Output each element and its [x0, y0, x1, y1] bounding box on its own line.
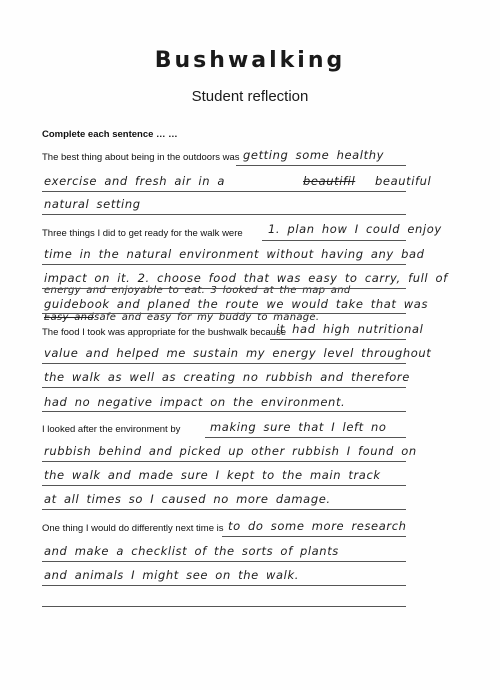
q2-answer-line-6: safe and easy for my buddy to manage. [94, 312, 320, 323]
q5-answer-rule-3 [42, 585, 406, 586]
q2-answer-line-4: energy and enjoyable to eat. 3 looked at the map and [44, 285, 351, 296]
q1-answer-line-2b: beautiful [375, 174, 432, 188]
q3-answer-line-1: it had high nutritional [276, 322, 424, 336]
q3-answer-rule-1 [270, 339, 406, 340]
q2-answer-line-2: time in the natural environment without having any bad [44, 247, 425, 261]
q4-answer-rule-2 [42, 461, 406, 462]
q3-answer-line-3: the walk as well as creating no rubbish and therefore [44, 370, 410, 384]
q5-answer-rule-2 [42, 561, 406, 562]
q3-answer-rule-3 [42, 387, 406, 388]
q2-answer-rule-3 [42, 288, 406, 289]
worksheet-subtitle: Student reflection [191, 88, 309, 105]
q3-answer-rule-4 [42, 411, 406, 412]
worksheet-title: Bushwalking [154, 48, 346, 73]
q2-answer-rule-2 [42, 264, 406, 265]
q3-prompt: The food I took was appropriate for the bushwalk because [42, 327, 286, 338]
q2-answer-line-1: 1. plan how I could enjoy [268, 222, 442, 236]
q1-struck-word: beautifil [303, 174, 356, 188]
q4-answer-rule-1 [205, 437, 406, 438]
q2-answer-rule-4 [42, 313, 406, 314]
q2-answer-rule-1 [262, 240, 406, 241]
q1-answer-rule-3 [42, 214, 406, 215]
q4-answer-line-3: the walk and made sure I kept to the main track [44, 468, 381, 482]
q1-answer-line-2: exercise and fresh air in a [44, 174, 226, 188]
q5-answer-rule-4 [42, 606, 406, 607]
q1-answer-line-3: natural setting [44, 197, 141, 211]
q4-answer-rule-4 [42, 509, 406, 510]
q3-answer-line-4: had no negative impact on the environment. [44, 395, 346, 409]
q1-answer-rule-1 [236, 165, 406, 166]
q5-answer-line-2: and make a checklist of the sorts of plants [44, 544, 339, 558]
q5-answer-line-3: and animals I might see on the walk. [44, 568, 299, 582]
q2-prompt: Three things I did to get ready for the walk were [42, 228, 243, 239]
q2-answer-line-5: guidebook and planed the route we would take that was [44, 297, 429, 311]
q1-prompt: The best thing about being in the outdoors was [42, 152, 240, 163]
q4-answer-line-2: rubbish behind and picked up other rubbish I found on [44, 444, 417, 458]
q4-answer-line-1: making sure that I left no [210, 420, 387, 434]
q4-answer-rule-3 [42, 485, 406, 486]
q4-answer-line-4: at all times so I caused no more damage. [44, 492, 331, 506]
q5-prompt: One thing I would do differently next time is [42, 523, 224, 534]
q2-struck-words: Easy and [44, 312, 94, 323]
q2-answer-line-3: impact on it. 2. choose food that was easy to carry, full of [44, 271, 448, 285]
q5-answer-line-1: to do some more research [228, 519, 407, 533]
q1-answer-line-1: getting some healthy [243, 148, 385, 162]
q1-answer-rule-2 [42, 191, 406, 192]
q3-answer-rule-2 [42, 363, 406, 364]
q4-prompt: I looked after the environment by [42, 424, 181, 435]
q3-answer-line-2: value and helped me sustain my energy level throughout [44, 346, 432, 360]
instruction-text: Complete each sentence … … [42, 129, 178, 140]
q5-answer-rule-1 [222, 536, 406, 537]
